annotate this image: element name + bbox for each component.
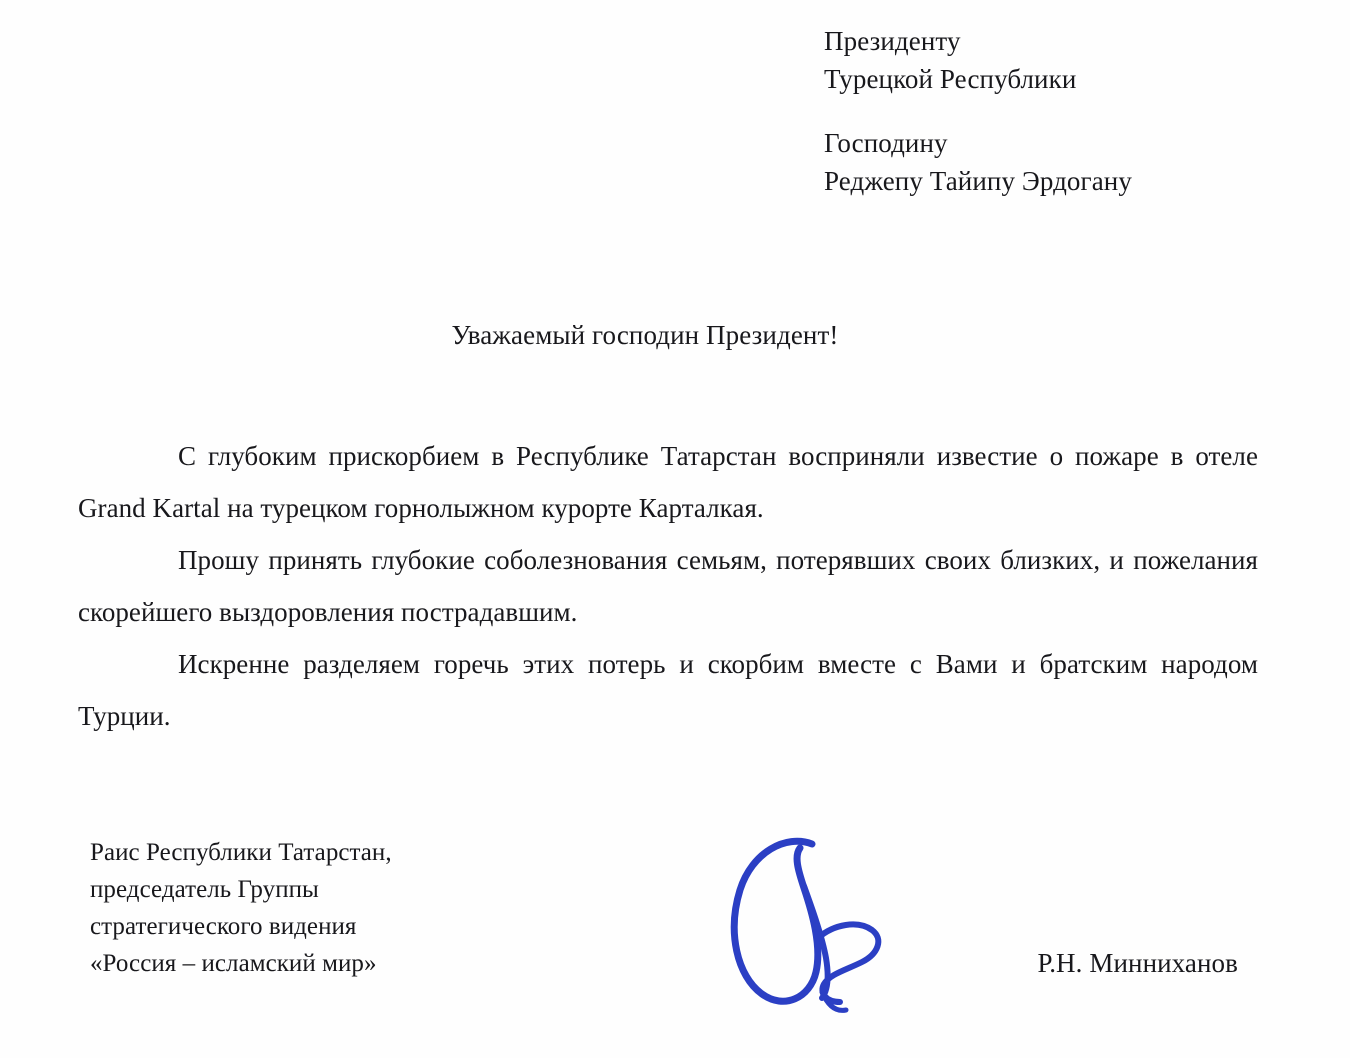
- salutation: Уважаемый господин Президент!: [451, 320, 839, 350]
- addressee-line-3: Господину: [824, 128, 948, 158]
- signature-title-block: [90, 834, 392, 982]
- handwritten-signature-icon: [700, 826, 930, 1026]
- signer-name: Р.Н. Минниханов: [1037, 948, 1238, 978]
- addressee-spacer: [824, 98, 1294, 124]
- signature-title-line-4: «Россия – исламский мир»: [90, 950, 377, 977]
- body-paragraph-1: С глубоким прискорбием в Республике Татарстан восприняли известие о пожаре в отеле Grand Kartal на турецком горнолыжном курорте Карталкая.: [78, 441, 1258, 523]
- body-paragraph-3: Искренне разделяем горечь этих потерь и скорбим вместе с Вами и братским народом Турции.: [78, 649, 1258, 731]
- addressee-line-2: Турецкой Республики: [824, 64, 1077, 94]
- body-paragraph-2: Прошу принять глубокие соболезнования семьям, потерявших своих близких, и пожелания скорейшего выздоровления пострадавшим.: [78, 545, 1258, 627]
- signature-title-line-3: стратегического видения: [90, 913, 357, 940]
- signature-title-line-2: председатель Группы: [90, 876, 319, 903]
- addressee-block: [824, 22, 1294, 200]
- addressee-line-4: Реджепу Тайипу Эрдогану: [824, 166, 1132, 196]
- letter-body: [78, 430, 1258, 742]
- addressee-line-1: Президенту: [824, 26, 961, 56]
- signature-title-line-1: Раис Республики Татарстан,: [90, 839, 392, 866]
